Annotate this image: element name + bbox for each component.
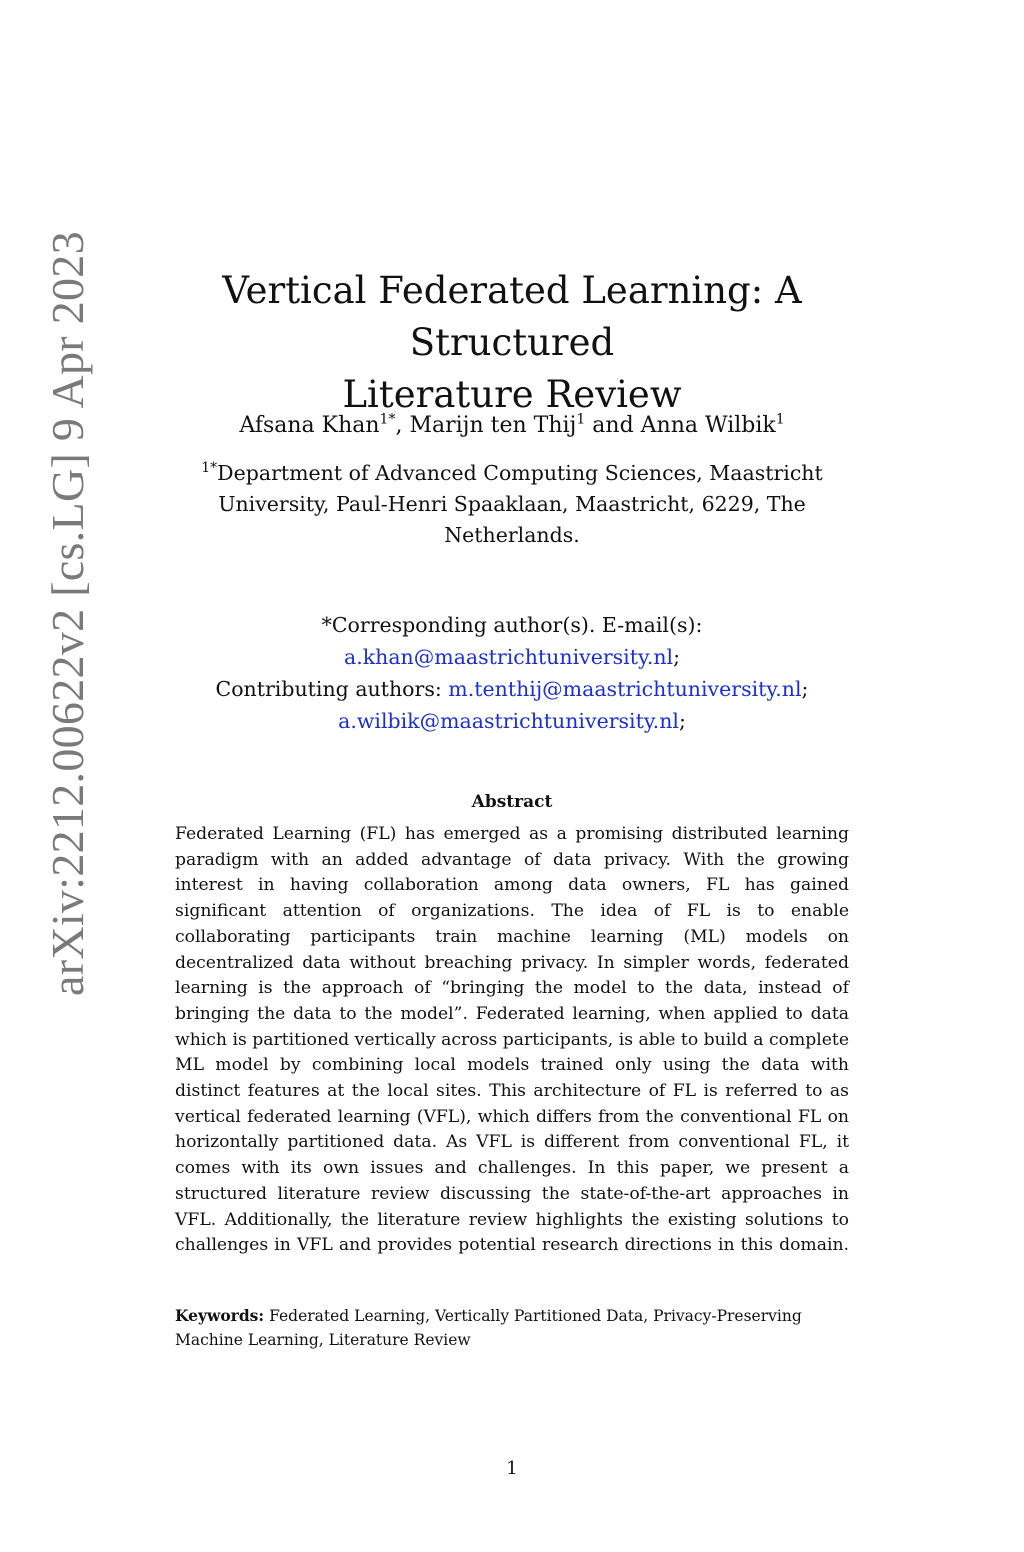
affiliation-text: Department of Advanced Computing Sciences, Maastricht University, Paul-Henri Spaaklaan, Maastricht, 6229, The Netherlands. — [217, 461, 823, 547]
affiliation — [170, 458, 854, 551]
author-separator: and — [585, 413, 641, 438]
abstract-heading: Abstract — [471, 792, 553, 812]
email-separator: ; — [801, 677, 809, 701]
author-name: Anna Wilbik — [640, 413, 776, 438]
author-separator: , — [395, 413, 410, 438]
keywords-label: Keywords: — [175, 1306, 265, 1325]
contributing-email-link[interactable]: m.tenthij@maastrichtuniversity.nl — [448, 677, 802, 701]
title-line-1: Vertical Federated Learning: A Structured — [222, 269, 802, 364]
keywords — [175, 1304, 849, 1352]
author-affiliation-mark: 1* — [379, 411, 396, 428]
abstract-text: Federated Learning (FL) has emerged as a promising distributed learning paradigm with an added advantage of data privacy. With the growing interest in having collaboration among data owners, FL has gained significant attention of organizations. The idea of FL is to enable collaborating participants train machine learning (ML) models on decentralized data without breaching privacy. In simpler words, federated learning is the approach of “bringing the model to the data, instead of bringing the data to the model”. Federated learning, when applied to data which is partitioned vertically across participants, is able to build a complete ML model by combining local models trained only using the data with distinct features at the local sites. This architecture of FL is referred to as vertical federated learning (VFL), which differs from the conventional FL on horizontally partitioned data. As VFL is different from conventional FL, it comes with its own issues and challenges. In this paper, we present a structured literature review discussing the state-of-the-art approaches in VFL. Additionally, the literature review highlights the existing solutions to challenges in VFL and provides potential research directions in this domain. — [175, 824, 849, 1256]
corresponding-email-link[interactable]: a.khan@maastrichtuniversity.nl — [343, 645, 674, 669]
author-name: Marijn ten Thij — [409, 413, 577, 438]
paper-title — [150, 265, 874, 421]
author-affiliation-mark: 1 — [775, 411, 785, 428]
email-separator: ; — [673, 645, 681, 669]
keywords-text: Federated Learning, Vertically Partitioned Data, Privacy-Preserving Machine Learning, Literature Review — [175, 1307, 802, 1349]
page-number: 1 — [506, 1458, 518, 1479]
author-list — [150, 409, 874, 443]
contributing-email-link[interactable]: a.wilbik@maastrichtuniversity.nl — [338, 709, 679, 733]
corresponding-label: *Corresponding author(s). E-mail(s): — [321, 613, 703, 637]
email-separator: ; — [678, 709, 686, 733]
author-affiliation-mark: 1 — [576, 411, 586, 428]
title-line-2: Literature Review — [342, 373, 682, 416]
contributing-label: Contributing authors: — [215, 677, 442, 701]
contact-block — [150, 609, 874, 737]
affiliation-mark: 1* — [201, 460, 218, 477]
author-name: Afsana Khan — [239, 413, 380, 438]
arxiv-stamp[interactable]: arXiv:2212.00622v2 [cs.LG] 9 Apr 2023 — [42, 231, 93, 996]
